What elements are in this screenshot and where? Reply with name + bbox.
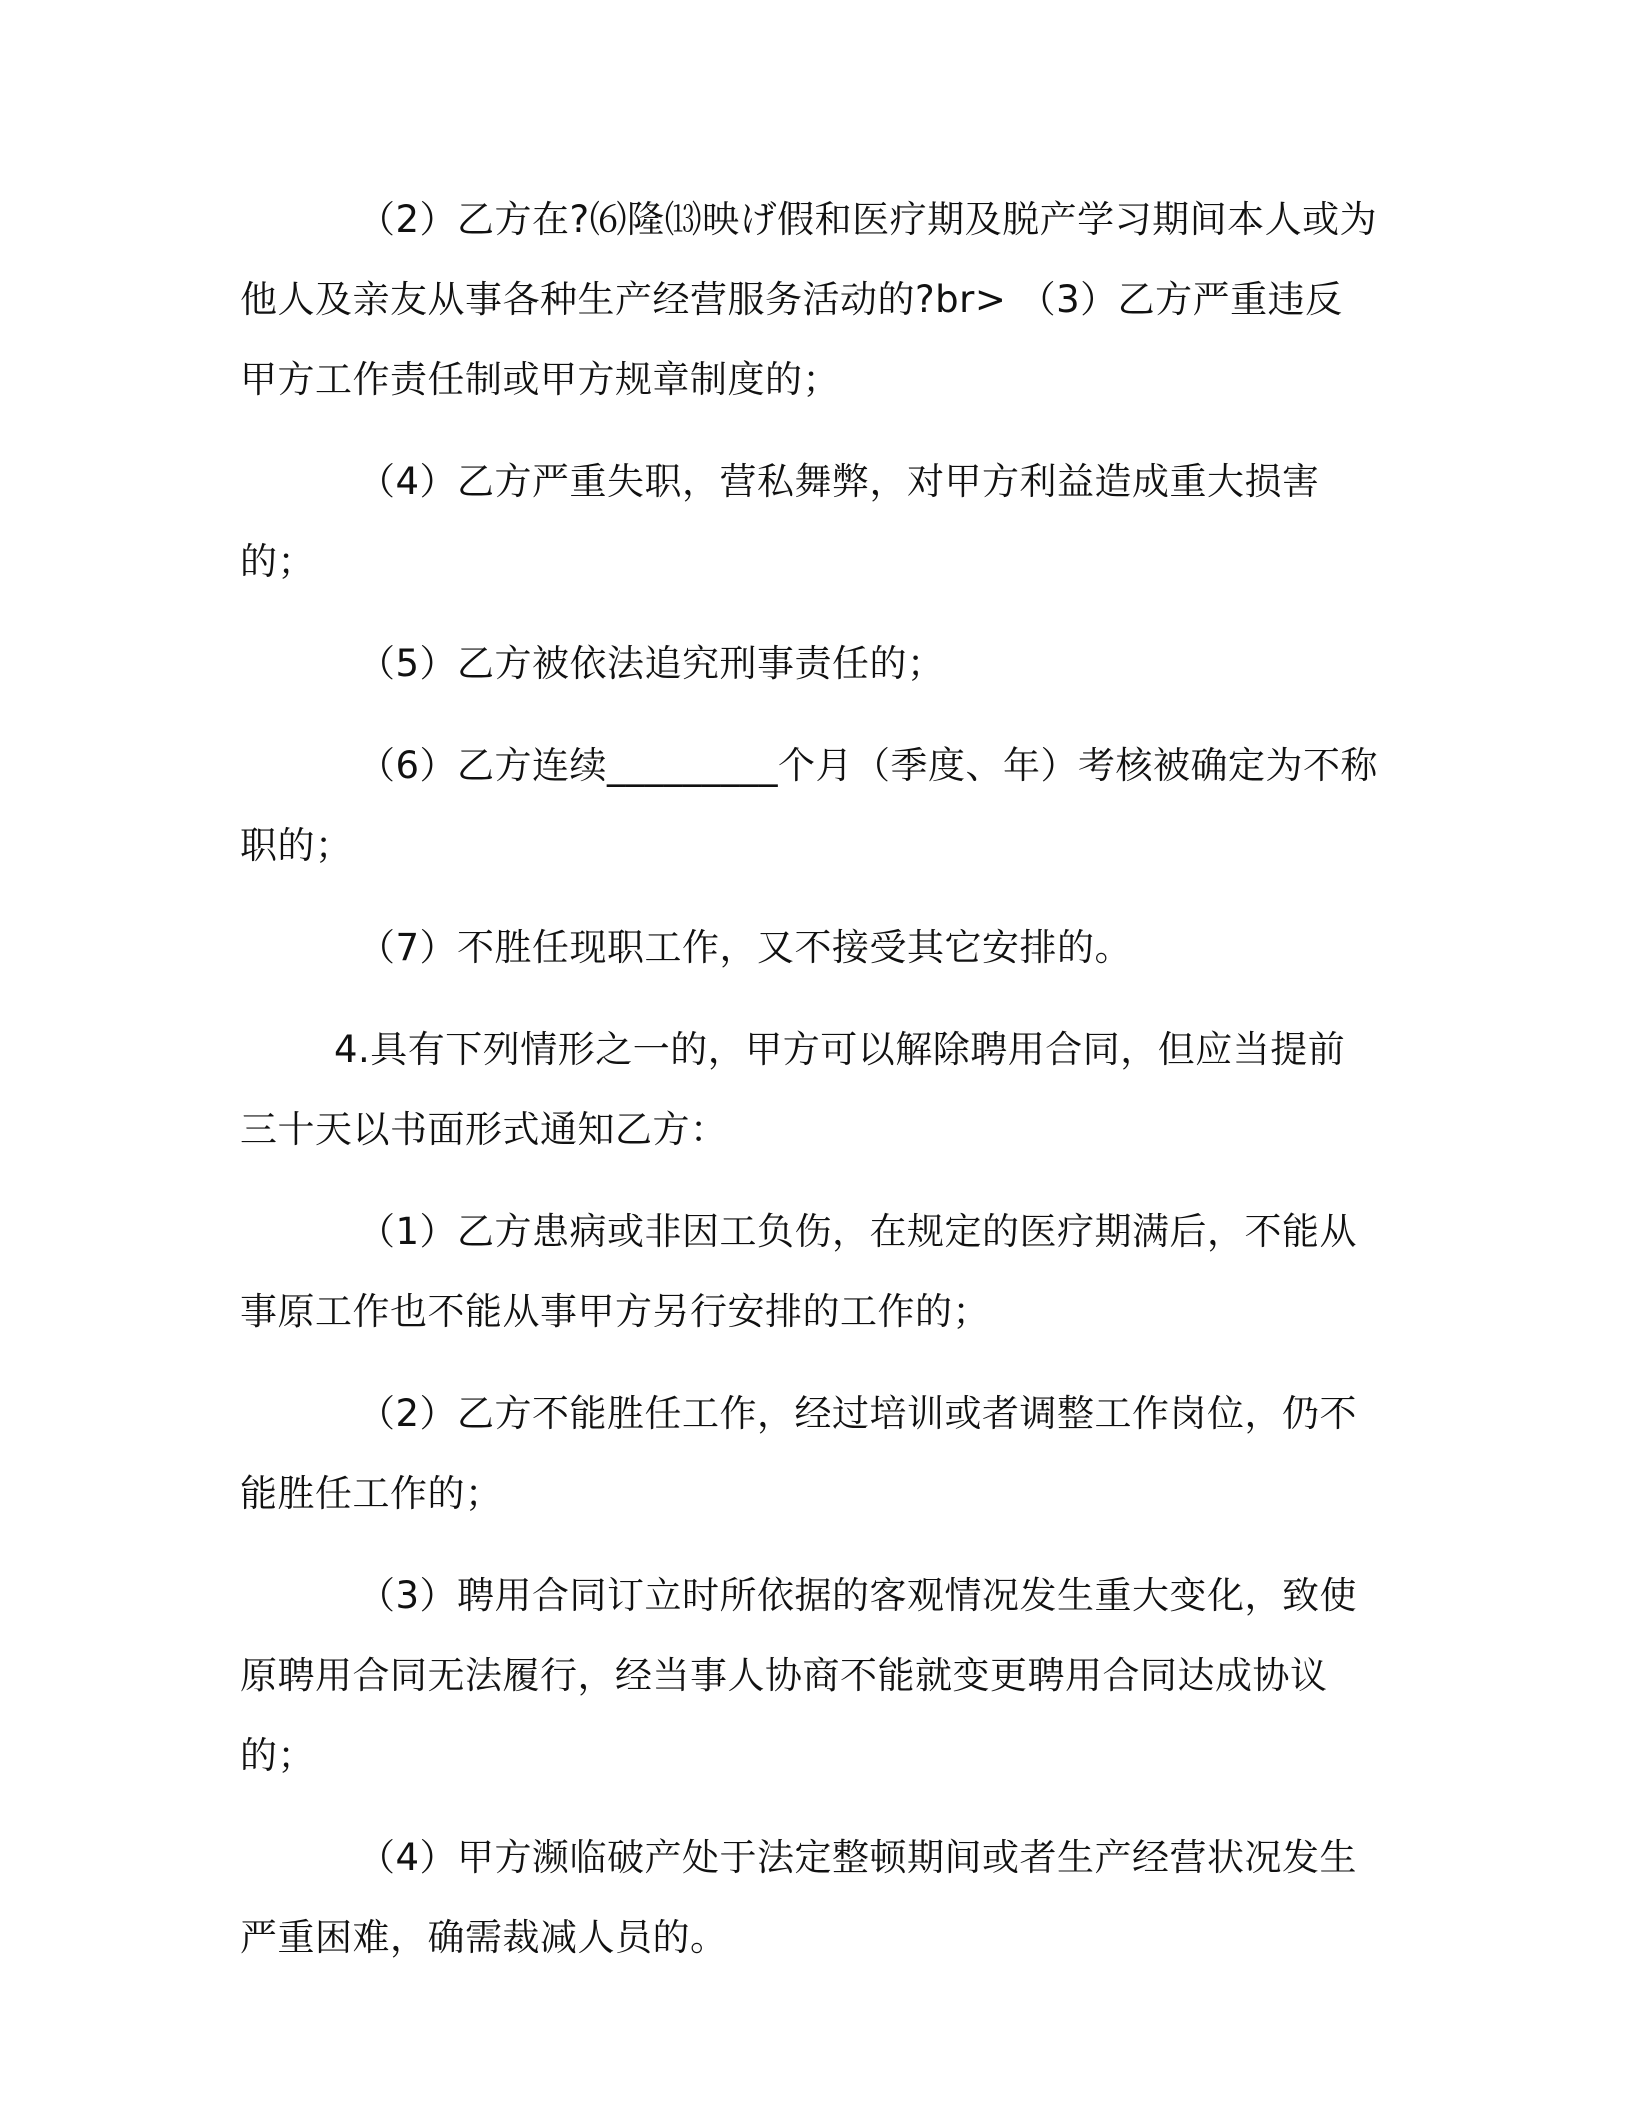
- paragraph-clause-2: （2）乙方在?⑹隆⒀映げ假和医疗期及脱产学习期间本人或为他人及亲友从事各种生产经营服务活动的?br> （3）乙方严重违反甲方工作责任制或甲方规章制度的；: [240, 198, 1378, 401]
- paragraph-section-4: 4.具有下列情形之一的，甲方可以解除聘用合同，但应当提前三十天以书面形式通知乙方：: [240, 1028, 1346, 1151]
- paragraph-clause-5: （5）乙方被依法追究刑事责任的；: [358, 642, 945, 685]
- document-body: [240, 180, 1380, 2000]
- paragraph-section4-clause-1: （1）乙方患病或非因工负伤，在规定的医疗期满后，不能从事原工作也不能从事甲方另行安排的工作的；: [240, 1210, 1358, 1333]
- paragraph-section4-clause-3: （3）聘用合同订立时所依据的客观情况发生重大变化，致使原聘用合同无法履行，经当事人协商不能就变更聘用合同达成协议的；: [240, 1574, 1358, 1777]
- paragraph-clause-7: （7）不胜任现职工作，又不接受其它安排的。: [358, 926, 1133, 969]
- paragraph-clause-4: （4）乙方严重失职，营私舞弊，对甲方利益造成重大损害的；: [240, 460, 1320, 583]
- paragraph-section4-clause-4: （4）甲方濒临破产处于法定整顿期间或者生产经营状况发生严重困难，确需裁减人员的。: [240, 1836, 1358, 1959]
- paragraph-clause-6: （6）乙方连续_________个月（季度、年）考核被确定为不称职的；: [240, 744, 1379, 867]
- paragraph-section4-clause-2: （2）乙方不能胜任工作，经过培训或者调整工作岗位，仍不能胜任工作的；: [240, 1392, 1358, 1515]
